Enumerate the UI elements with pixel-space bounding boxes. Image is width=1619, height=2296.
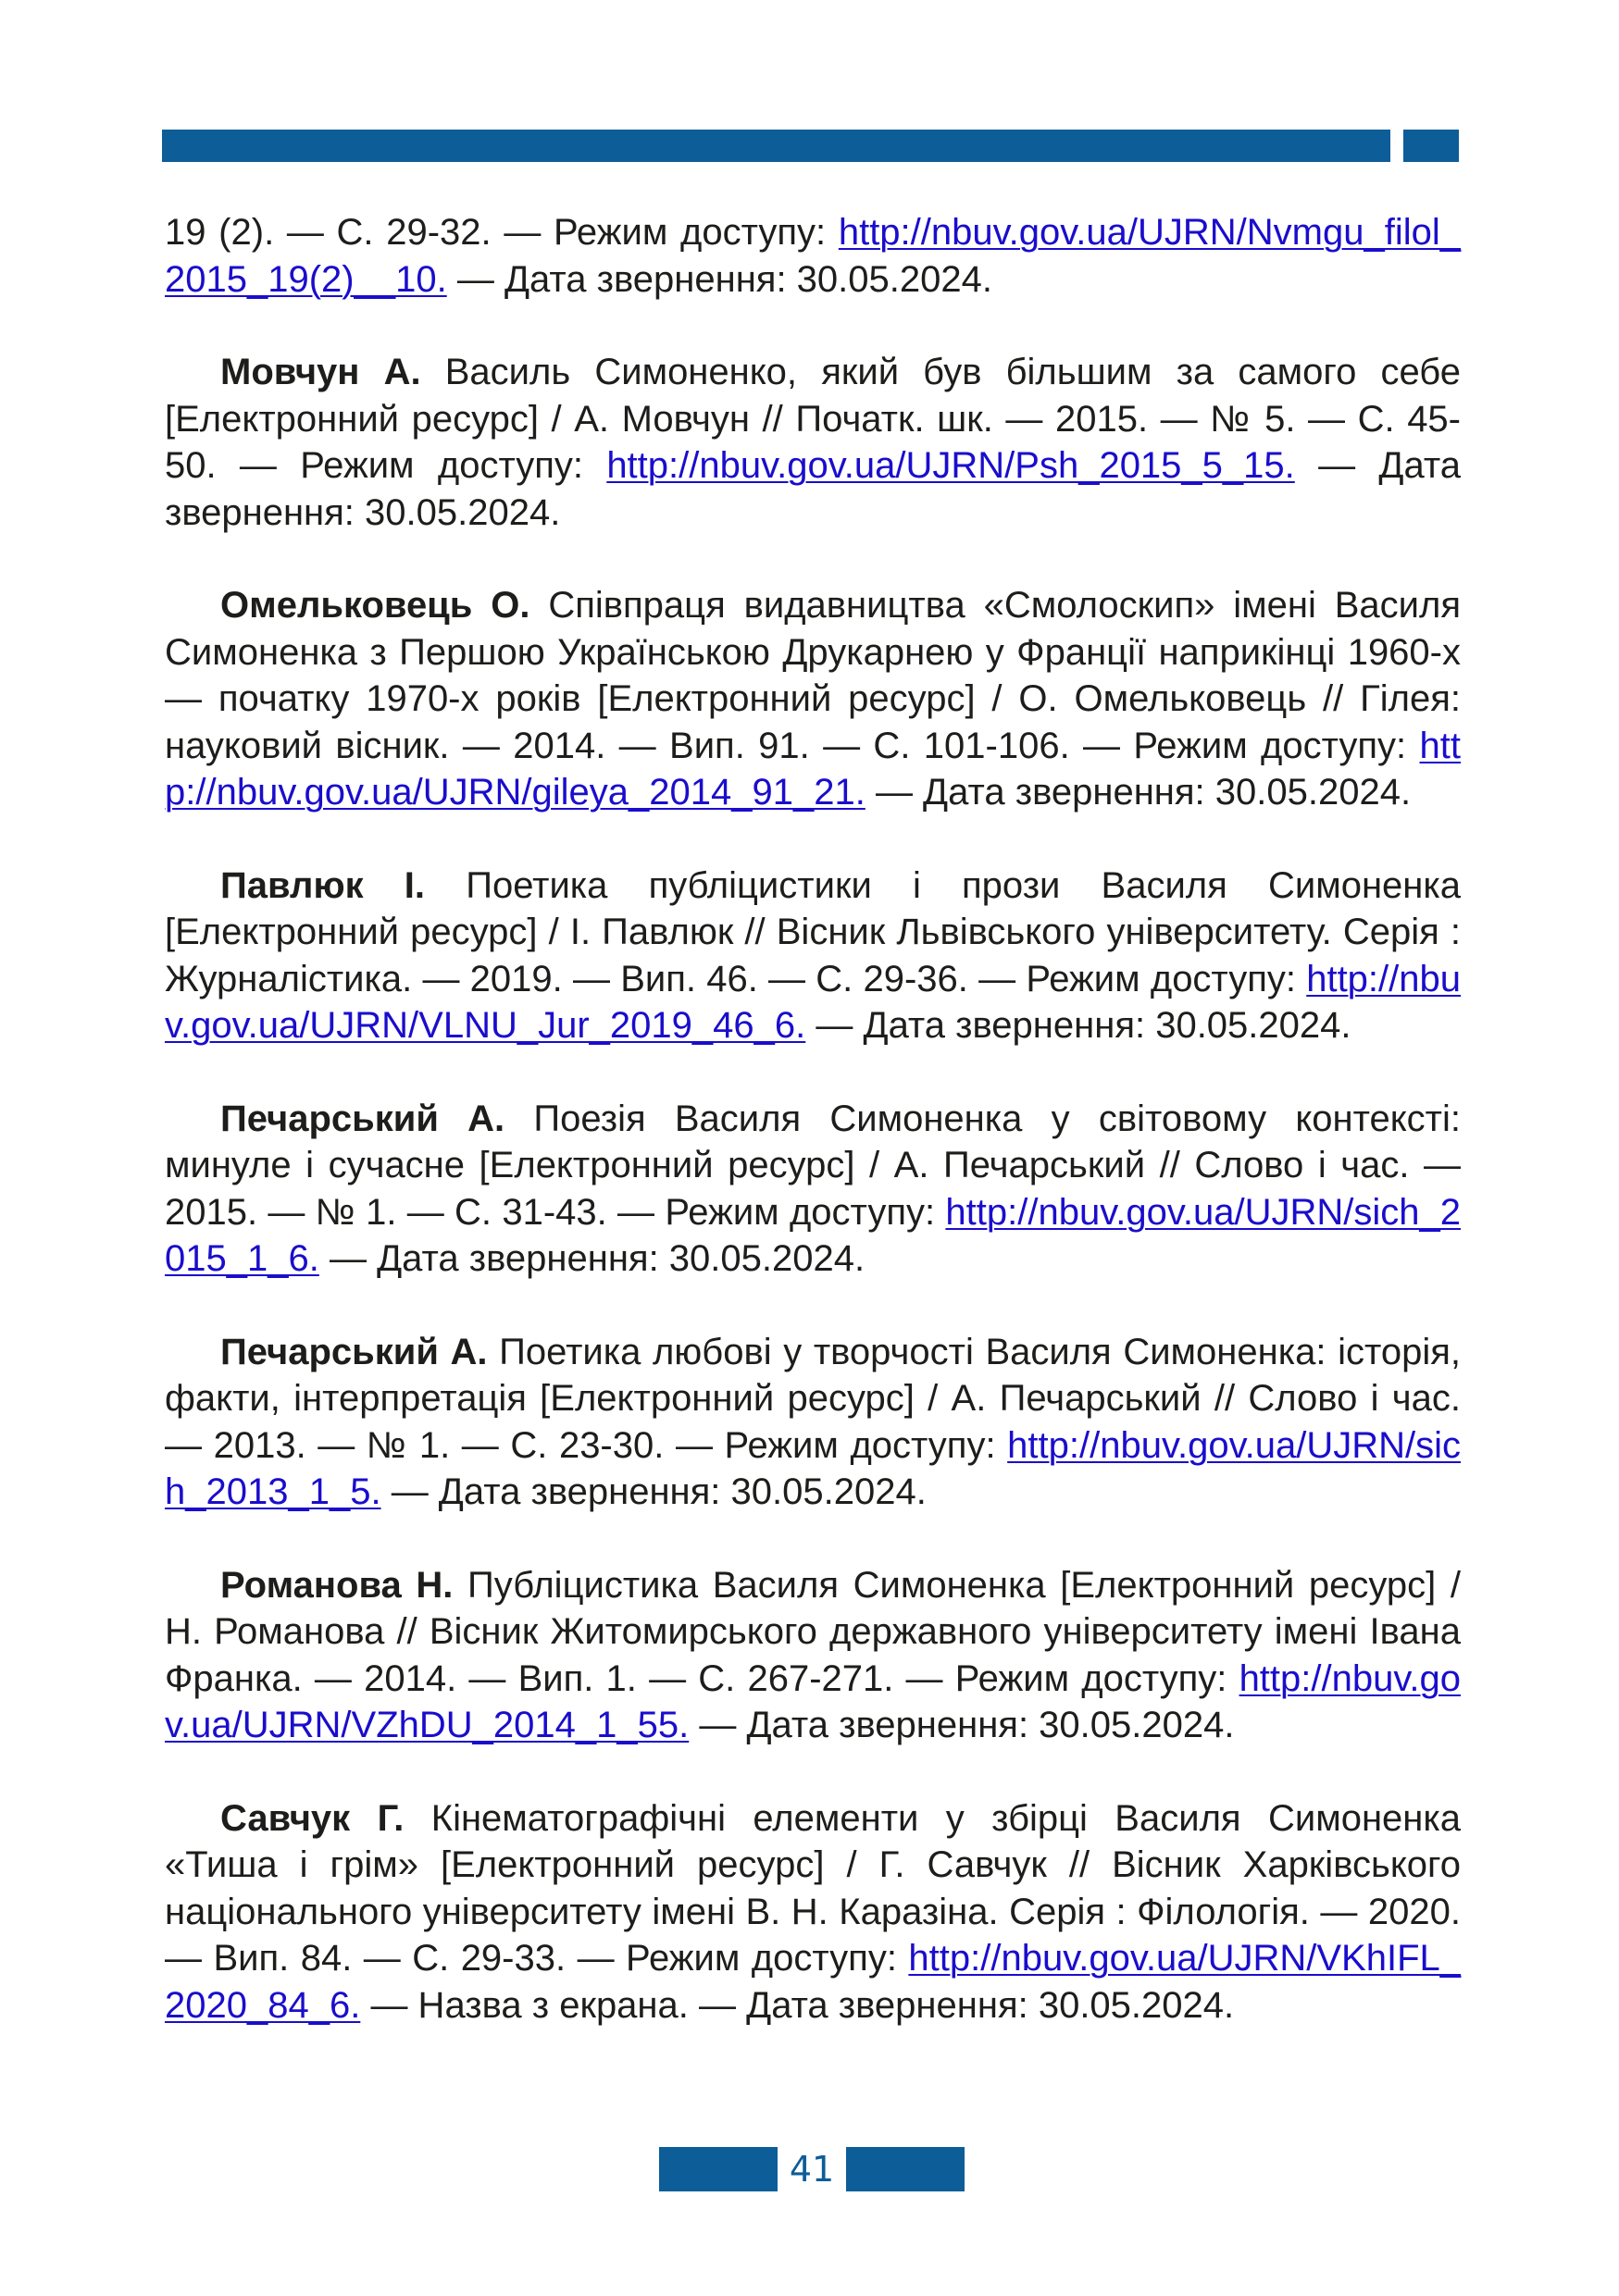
entry-text: — Дата звернення: 30.05.2024.: [318, 1238, 866, 1279]
entry-text: Василь Симоненко, який був більшим за самого себе [Електронний ресурс] / А. Мовчун // Початк. шк. — 2015. — № 5. — С. 45-50. — Режим доступу:: [165, 352, 1461, 486]
page-number: 41: [789, 2149, 835, 2190]
bibliography-entry: [165, 209, 1461, 303]
bibliography-entry: [165, 349, 1461, 536]
footer-bar-left: [659, 2147, 778, 2191]
footer-bar-right: [846, 2147, 965, 2191]
entry-link[interactable]: http://nbuv.gov.ua/UJRN/Psh_2015_5_15.: [606, 445, 1295, 486]
entry-text: — Дата звернення: 30.05.2024.: [689, 1705, 1235, 1745]
entry-text: Співпраця видавництва «Смолоскип» імені Василя Симоненка з Першою Українською Друкарнею у Франції наприкінці 1960-х — початку 1970-х років [Електронний ресурс] / О. Омельковець // Гілея: науковий вісник. — 2014. — Вип. 91. — С. 101-106. — Режим доступу:: [165, 585, 1462, 766]
entry-link[interactable]: http://nbuv.gov.ua/UJRN/VZhDU_2014_1_55.: [165, 1657, 1461, 1745]
bibliography-entry: [165, 1795, 1461, 2029]
entry-link[interactable]: http://nbuv.gov.ua/UJRN/VKhIFL_2020_84_6.: [165, 1938, 1461, 2026]
bibliography-list: [165, 209, 1461, 2075]
entry-author: Печарський А.: [220, 1331, 488, 1372]
entry-link[interactable]: http://nbuv.gov.ua/UJRN/VLNU_Jur_2019_46_6.: [165, 958, 1461, 1046]
entry-text: — Дата звернення: 30.05.2024.: [805, 1005, 1351, 1046]
entry-author: Павлюк І.: [220, 864, 426, 906]
entry-author: Савчук Г.: [220, 1797, 405, 1839]
entry-text: Поетика любові у творчості Василя Симоненка: історія, факти, інтерпретація [Електронний ресурс] / А. Печарський // Слово і час. — 2013. — № 1. — С. 23-30. — Режим доступу:: [165, 1331, 1461, 1466]
entry-author: Омельковець О.: [220, 585, 530, 626]
entry-text: Кінематографічні елементи у збірці Василя Симоненка «Тиша і грім» [Електронний ресурс] / Г. Савчук // Вісник Харківського національного університету імені В. Н. Каразіна. Серія : Філологія. — 2020. — Вип. 84. — С. 29-33. — Режим доступу:: [165, 1797, 1462, 1979]
entry-text: — Дата звернення: 30.05.2024.: [446, 258, 992, 300]
entry-text: — Дата звернення: 30.05.2024.: [865, 772, 1412, 813]
bibliography-entry: [165, 582, 1461, 816]
entry-text: Публіцистика Василя Симоненка [Електронний ресурс] / Н. Романова // Вісник Житомирського державного університету імені Івана Франка. — 2014. — Вип. 1. — С. 267-271. — Режим доступу:: [165, 1564, 1461, 1699]
bibliography-entry: [165, 1562, 1461, 1749]
entry-author: Мовчун А.: [220, 352, 421, 392]
entry-text: — Назва з екрана. — Дата звернення: 30.05.2024.: [360, 1984, 1235, 2026]
entry-author: Печарський А.: [220, 1098, 505, 1139]
entry-link[interactable]: http://nbuv.gov.ua/UJRN/sich_2013_1_5.: [165, 1424, 1461, 1512]
header-bar-end: [1403, 130, 1459, 162]
entry-text: — Дата звернення: 30.05.2024.: [380, 1471, 927, 1512]
entry-text: Поетика публіцистики і прози Василя Симоненка [Електронний ресурс] / І. Павлюк // Вісник Львівського університету. Серія : Журналістика. — 2019. — Вип. 46. — С. 29-36. — Режим доступу:: [165, 864, 1461, 999]
entry-link[interactable]: http://nbuv.gov.ua/UJRN/gileya_2014_91_21.: [165, 725, 1461, 813]
entry-text: — Дата звернення: 30.05.2024.: [165, 445, 1461, 533]
header-bar: [162, 130, 1390, 162]
entry-text: 19 (2). — С. 29-32. — Режим доступу:: [165, 212, 839, 253]
bibliography-entry: [165, 1329, 1461, 1516]
entry-text: Поезія Василя Симоненка у світовому контексті: минуле і сучасне [Електронний ресурс] / А. Печарський // Слово і час. — 2015. — № 1. — С. 31-43. — Режим доступу:: [165, 1098, 1461, 1233]
entry-author: Романова Н.: [220, 1564, 454, 1606]
bibliography-entry: [165, 863, 1461, 1049]
bibliography-entry: [165, 1096, 1461, 1283]
entry-link[interactable]: http://nbuv.gov.ua/UJRN/Nvmgu_filol_2015_19(2)__10.: [165, 212, 1461, 300]
entry-link[interactable]: http://nbuv.gov.ua/UJRN/sich_2015_1_6.: [165, 1191, 1461, 1279]
